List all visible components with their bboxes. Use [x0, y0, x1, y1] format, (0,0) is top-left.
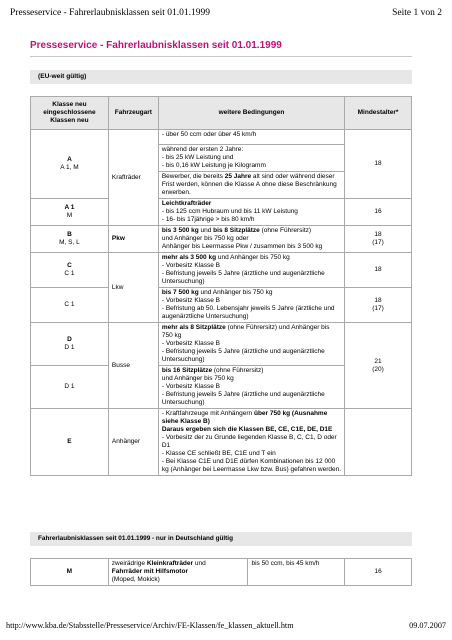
table-row: [31, 559, 412, 586]
header-page-number: Seite 1 von 2: [392, 8, 442, 18]
table-row: [31, 409, 412, 476]
condition-cell: Leichtkrafträder - bis 125 ccm Hubraum und bis 11 kW Leistung - 16- bis 17jährige > bis 80 km/h: [158, 199, 344, 226]
age-cell: 16: [345, 559, 412, 586]
condition-cell: - über 50 ccm oder über 45 km/h: [158, 130, 344, 145]
table-header-row: [31, 97, 412, 130]
condition-cell: während der ersten 2 Jahre: - bis 25 kW Leistung und - bis 0,16 kW Leistung je Kilogramm: [158, 145, 344, 172]
page-title: Presseservice - Fahrerlaubnisklassen seit 01.01.1999: [30, 40, 282, 51]
vehicle-cell: Lkw: [108, 253, 158, 323]
print-footer: [6, 621, 446, 630]
table-row: [31, 199, 412, 226]
age-cell: 18 (17): [345, 226, 412, 253]
age-cell: 18 (17): [345, 288, 412, 323]
class-cell-d1: D 1: [31, 366, 109, 409]
condition-cell: - Kraftfahrzeuge mit Anhängern über 750 kg (Ausnahme siehe Klasse B) Daraus ergeben sich die Klassen BE, CE, C1E, DE, D1E - Vorbesitz der zu Grunde liegenden Klasse B, C, C1, D oder D1 - Klasse CE schließt BE, C1E und T ein - Bei Klasse C1E und D1E dürfen Kombinationen bis 12 000 kg (Anhänger bei Leermasse Lkw bzw. Bus) gefahren werden.: [158, 409, 344, 476]
class-cell-e: E: [31, 409, 109, 476]
table-row: [31, 226, 412, 253]
age-cell: 18: [345, 130, 412, 199]
age-cell: [345, 409, 412, 476]
vehicle-cell: Pkw: [108, 226, 158, 253]
table-row: [31, 323, 412, 366]
condition-cell: mehr als 8 Sitzplätze (ohne Führersitz) und Anhänger bis 750 kg - Vorbesitz Klasse B - Befristung jeweils 5 Jahre (ärztliche und augenärztliche Untersuchung): [158, 323, 344, 366]
condition-cell: bis 16 Sitzplätze (ohne Führersitz) und Anhänger bis 750 kg - Vorbesitz Klasse B - Befristung jeweils 5 Jahre (ärztliche und augenärztliche Untersuchung): [158, 366, 344, 409]
eu-classes-table: [30, 96, 412, 476]
condition-cell: Bewerber, die bereits 25 Jahre alt sind oder während dieser Frist werden, können die Klasse A ohne diese Beschränkung erwerben.: [158, 172, 344, 199]
class-cell-c1: C 1: [31, 288, 109, 323]
column-header-fahrzeugart: Fahrzeugart: [108, 97, 158, 130]
table-row: [31, 253, 412, 288]
vehicle-cell: Anhänger: [108, 409, 158, 476]
condition-cell: bis 50 ccm, bis 45 km/h: [248, 559, 345, 586]
vehicle-cell: Krafträder: [108, 130, 158, 226]
print-header: [10, 8, 442, 18]
class-cell-m: M: [31, 559, 109, 586]
age-cell: 18: [345, 253, 412, 288]
vehicle-cell: Busse: [108, 323, 158, 409]
age-cell: 16: [345, 199, 412, 226]
condition-cell: bis 3 500 kg und bis 8 Sitzplätze (ohne Führersitz) und Anhänger bis 750 kg oder Anhänger bis Leermasse Pkw / zusammen bis 3 500 kg: [158, 226, 344, 253]
header-title: Presseservice - Fahrerlaubnisklassen seit 01.01.1999: [10, 8, 210, 18]
condition-cell: bis 7 500 kg und Anhänger bis 750 kg - Vorbesitz Klasse B - Befristung ab 50. Lebensjahr jeweils 5 Jahre (ärztliche und augenärztliche Untersuchung): [158, 288, 344, 323]
class-cell-a1: A 1 M: [31, 199, 109, 226]
age-cell: 21 (20): [345, 323, 412, 409]
footer-url: http://www.kba.de/Stabsstelle/Presseservice/Archiv/FE-Klassen/fe_klassen_aktuell.htm: [6, 621, 294, 630]
class-cell-a: A A 1, M: [31, 130, 109, 199]
eu-section-label: (EU-weit gültig): [30, 70, 412, 84]
vehicle-cell: zweirädrige Kleinkrafträder und Fahrräder mit Hilfsmotor (Moped, Mokick): [108, 559, 248, 586]
germany-section-label: Fahrerlaubnisklassen seit 01.01.1999 - nur in Deutschland gültig: [30, 532, 412, 546]
condition-cell: mehr als 3 500 kg und Anhänger bis 750 kg - Vorbesitz Klasse B - Befristung jeweils 5 Jahre (ärztliche und augenärztliche Untersuchung): [158, 253, 344, 288]
column-header-bedingungen: weitere Bedingungen: [158, 97, 344, 130]
class-cell-c: C C 1: [31, 253, 109, 288]
footer-date: 09.07.2007: [409, 621, 446, 630]
title-divider: [30, 56, 412, 57]
class-cell-b: B M, S, L: [31, 226, 109, 253]
column-header-klasse: Klasse neu eingeschlossene Klassen neu: [31, 97, 109, 130]
germany-classes-table: [30, 558, 412, 586]
table-row: [31, 130, 412, 145]
column-header-mindestalter: Mindestalter*: [345, 97, 412, 130]
class-cell-d: D D 1: [31, 323, 109, 366]
table-row: [31, 288, 412, 323]
